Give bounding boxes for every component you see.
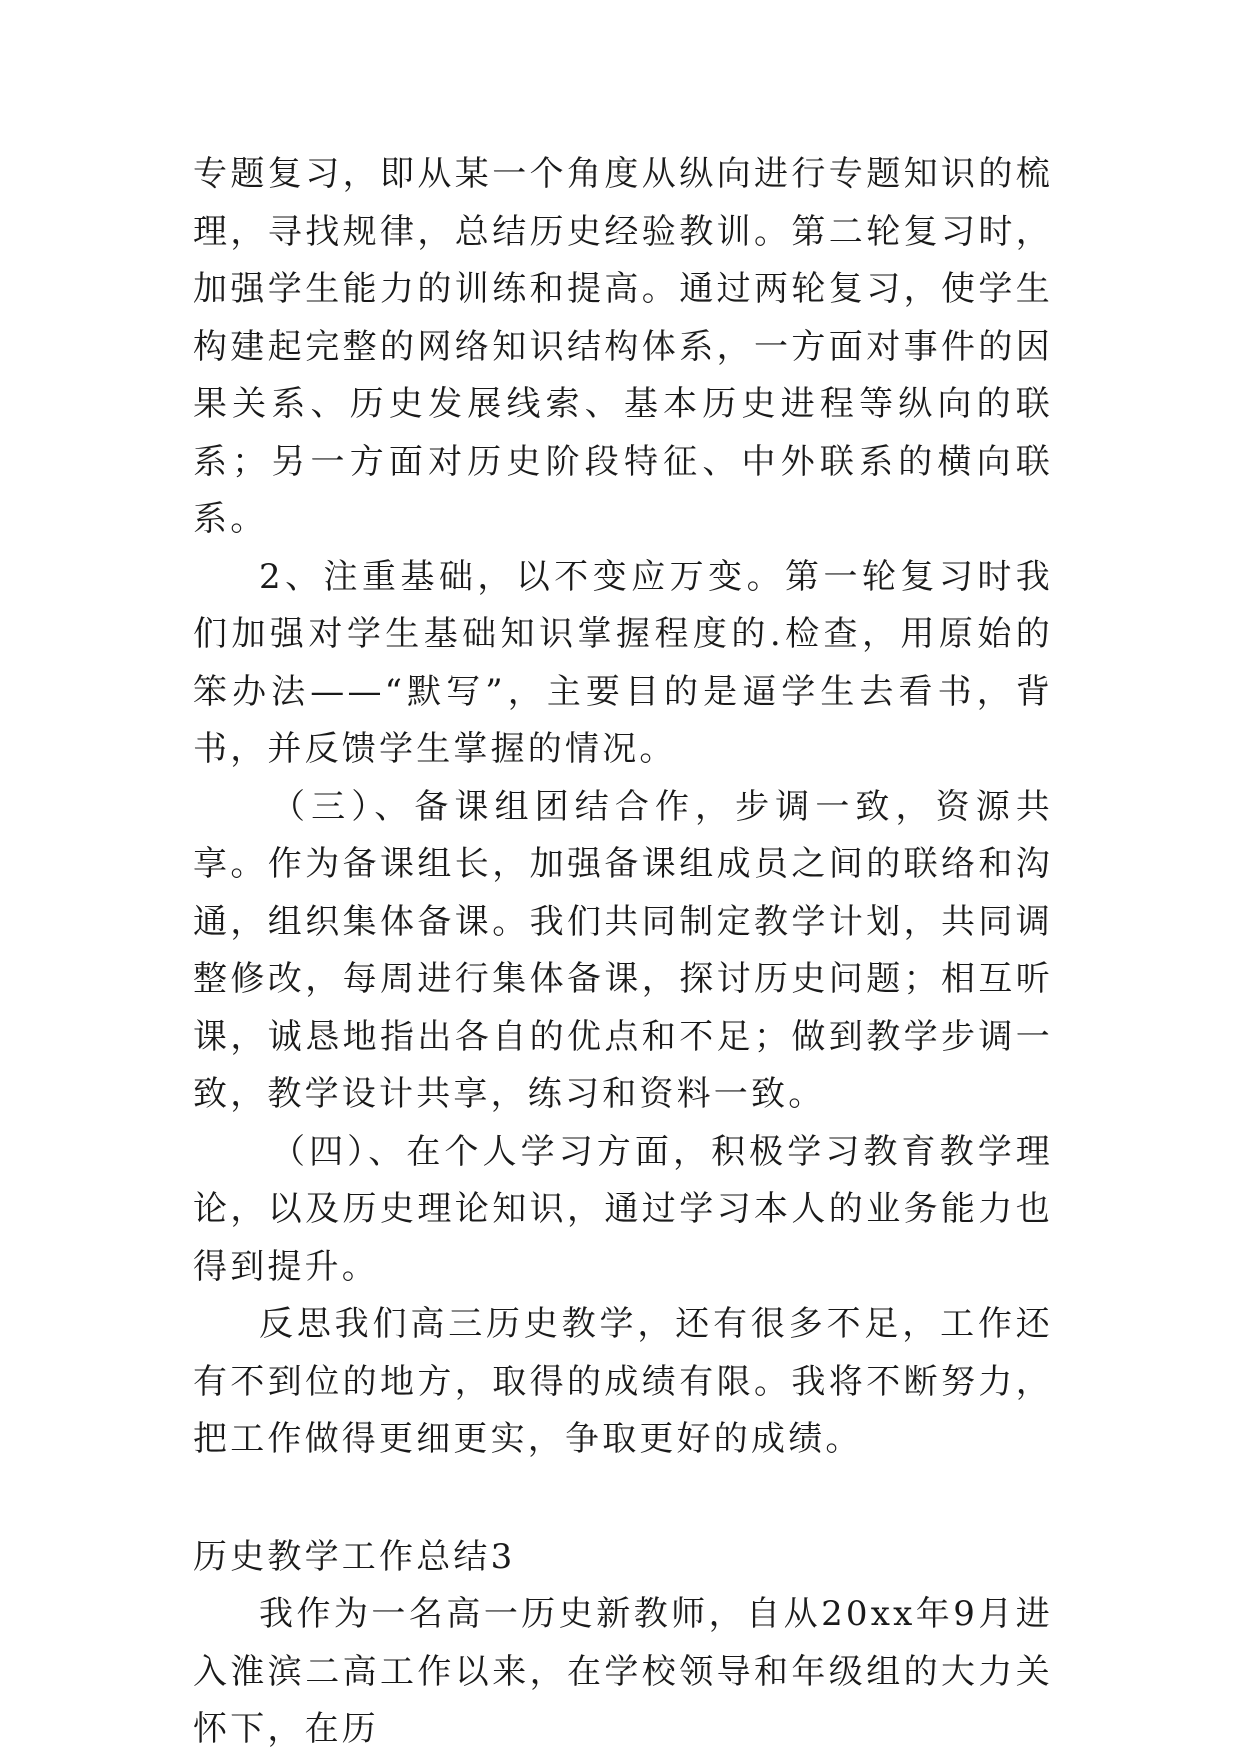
paragraph-reflection: 反思我们高三历史教学，还有很多不足，工作还有不到位的地方，取得的成绩有限。我将不断努力，把工作做得更细更实，争取更好的成绩。 bbox=[193, 1304, 1053, 1459]
paragraph-review-topics: 专题复习，即从某一个角度从纵向进行专题知识的梳理，寻找规律，总结历史经验教训。第二轮复习时，加强学生能力的训练和提高。通过两轮复习，使学生构建起完整的网络知识结构体系，一方面对事件的因果关系、历史发展线索、基本历史进程等纵向的联系；另一方面对历史阶段特征、中外联系的横向联系。 bbox=[193, 154, 1053, 539]
paragraph-personal-study: （四）、在个人学习方面，积极学习教育教学理论，以及历史理论知识，通过学习本人的业务能力也得到提升。 bbox=[193, 1131, 1053, 1287]
paragraph-basics: 2、注重基础，以不变应万变。第一轮复习时我们加强对学生基础知识掌握程度的.检查，用原始的笨办法——“默写”，主要目的是逼学生去看书，背书，并反馈学生掌握的情况。 bbox=[193, 556, 1053, 769]
section-gap bbox=[193, 1469, 1053, 1529]
section-title: 历史教学工作总结3 bbox=[193, 1536, 516, 1577]
document-body bbox=[193, 146, 1053, 1759]
paragraph-teamwork: （三）、备课组团结合作，步调一致，资源共享。作为备课组长，加强备课组成员之间的联络和沟通，组织集体备课。我们共同制定教学计划，共同调整修改，每周进行集体备课，探讨历史问题；相互听课，诚恳地指出各自的优点和不足；做到教学步调一致，教学设计共享，练习和资料一致。 bbox=[193, 786, 1053, 1114]
paragraph-new-teacher: 我作为一名高一历史新教师，自从20xx年9月进入淮滨二高工作以来，在学校领导和年级组的大力关怀下，在历 bbox=[193, 1594, 1053, 1749]
